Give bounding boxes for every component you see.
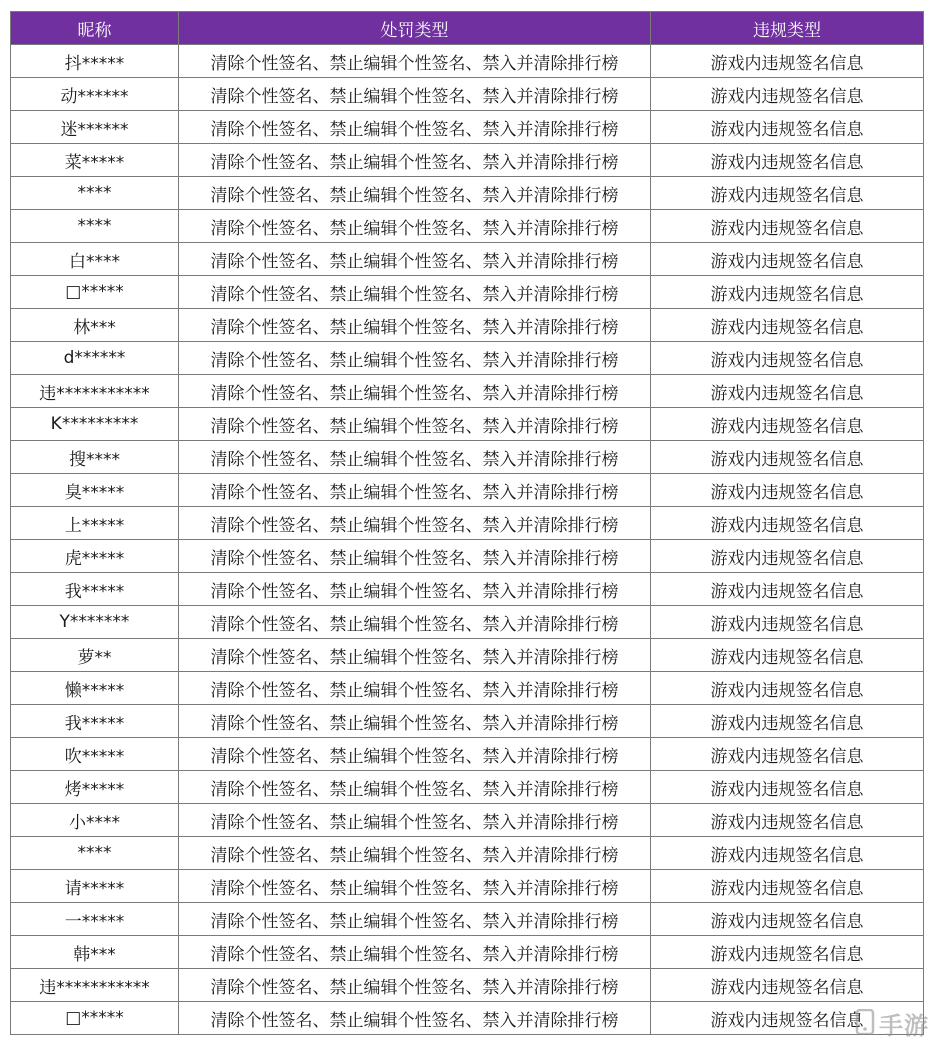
penalty-type-cell: 清除个性签名、禁止编辑个性签名、禁入并清除排行榜: [179, 441, 651, 474]
nickname-cell: 林***: [11, 309, 179, 342]
violation-type-cell: 游戏内违规签名信息: [651, 540, 924, 573]
table-row: [11, 1002, 924, 1035]
table-row: [11, 738, 924, 771]
violation-type-cell: 游戏内违规签名信息: [651, 639, 924, 672]
table-row: [11, 342, 924, 375]
table-row: [11, 243, 924, 276]
table-row: [11, 804, 924, 837]
penalty-type-cell: 清除个性签名、禁止编辑个性签名、禁入并清除排行榜: [179, 276, 651, 309]
penalty-type-cell: 清除个性签名、禁止编辑个性签名、禁入并清除排行榜: [179, 936, 651, 969]
nickname-cell: 烤*****: [11, 771, 179, 804]
table-row: [11, 540, 924, 573]
nickname-cell: 请*****: [11, 870, 179, 903]
nickname-cell: 白****: [11, 243, 179, 276]
violation-type-cell: 游戏内违规签名信息: [651, 705, 924, 738]
penalty-type-cell: 清除个性签名、禁止编辑个性签名、禁入并清除排行榜: [179, 804, 651, 837]
violation-type-cell: 游戏内违规签名信息: [651, 441, 924, 474]
table-row: [11, 375, 924, 408]
violation-type-cell: 游戏内违规签名信息: [651, 408, 924, 441]
header-violation-type: 违规类型: [651, 12, 924, 45]
violation-type-cell: 游戏内违规签名信息: [651, 1002, 924, 1035]
table-row: [11, 672, 924, 705]
table-row: [11, 177, 924, 210]
nickname-cell: □*****: [11, 1002, 179, 1035]
penalty-type-cell: 清除个性签名、禁止编辑个性签名、禁入并清除排行榜: [179, 408, 651, 441]
nickname-cell: 懒*****: [11, 672, 179, 705]
penalty-type-cell: 清除个性签名、禁止编辑个性签名、禁入并清除排行榜: [179, 309, 651, 342]
nickname-cell: ****: [11, 177, 179, 210]
penalty-type-cell: 清除个性签名、禁止编辑个性签名、禁入并清除排行榜: [179, 1002, 651, 1035]
nickname-cell: d******: [11, 342, 179, 375]
phone-icon: [854, 1009, 876, 1039]
header-nickname: 昵称: [11, 12, 179, 45]
nickname-cell: 违***********: [11, 969, 179, 1002]
table-header: [11, 12, 924, 45]
nickname-cell: 上*****: [11, 507, 179, 540]
violation-type-cell: 游戏内违规签名信息: [651, 342, 924, 375]
table-row: [11, 771, 924, 804]
table-row: [11, 276, 924, 309]
table-row: [11, 936, 924, 969]
nickname-cell: Y*******: [11, 606, 179, 639]
violation-type-cell: 游戏内违规签名信息: [651, 507, 924, 540]
violation-type-cell: 游戏内违规签名信息: [651, 969, 924, 1002]
table-row: [11, 870, 924, 903]
table-row: [11, 573, 924, 606]
table-row: [11, 705, 924, 738]
violation-type-cell: 游戏内违规签名信息: [651, 177, 924, 210]
violation-type-cell: 游戏内违规签名信息: [651, 573, 924, 606]
nickname-cell: 我*****: [11, 573, 179, 606]
nickname-cell: 违***********: [11, 375, 179, 408]
table-row: [11, 45, 924, 78]
penalty-type-cell: 清除个性签名、禁止编辑个性签名、禁入并清除排行榜: [179, 903, 651, 936]
site-watermark: [854, 1006, 929, 1041]
header-penalty-type: 处罚类型: [179, 12, 651, 45]
nickname-cell: ****: [11, 837, 179, 870]
nickname-cell: 虎*****: [11, 540, 179, 573]
penalty-type-cell: 清除个性签名、禁止编辑个性签名、禁入并清除排行榜: [179, 738, 651, 771]
violation-type-cell: 游戏内违规签名信息: [651, 78, 924, 111]
nickname-cell: 我*****: [11, 705, 179, 738]
table-row: [11, 210, 924, 243]
penalty-type-cell: 清除个性签名、禁止编辑个性签名、禁入并清除排行榜: [179, 78, 651, 111]
penalty-type-cell: 清除个性签名、禁止编辑个性签名、禁入并清除排行榜: [179, 507, 651, 540]
violation-type-cell: 游戏内违规签名信息: [651, 672, 924, 705]
penalty-type-cell: 清除个性签名、禁止编辑个性签名、禁入并清除排行榜: [179, 342, 651, 375]
nickname-cell: 抖*****: [11, 45, 179, 78]
penalty-type-cell: 清除个性签名、禁止编辑个性签名、禁入并清除排行榜: [179, 177, 651, 210]
nickname-cell: 小****: [11, 804, 179, 837]
nickname-cell: 臭*****: [11, 474, 179, 507]
violation-type-cell: 游戏内违规签名信息: [651, 837, 924, 870]
nickname-cell: 动******: [11, 78, 179, 111]
penalty-type-cell: 清除个性签名、禁止编辑个性签名、禁入并清除排行榜: [179, 705, 651, 738]
violation-type-cell: 游戏内违规签名信息: [651, 243, 924, 276]
nickname-cell: 菜*****: [11, 144, 179, 177]
violation-type-cell: 游戏内违规签名信息: [651, 936, 924, 969]
violation-type-cell: 游戏内违规签名信息: [651, 870, 924, 903]
penalty-type-cell: 清除个性签名、禁止编辑个性签名、禁入并清除排行榜: [179, 210, 651, 243]
nickname-cell: □*****: [11, 276, 179, 309]
violation-type-cell: 游戏内违规签名信息: [651, 804, 924, 837]
violation-type-cell: 游戏内违规签名信息: [651, 771, 924, 804]
violation-type-cell: 游戏内违规签名信息: [651, 210, 924, 243]
penalty-type-cell: 清除个性签名、禁止编辑个性签名、禁入并清除排行榜: [179, 837, 651, 870]
table-row: [11, 639, 924, 672]
violation-type-cell: 游戏内违规签名信息: [651, 474, 924, 507]
violation-type-cell: 游戏内违规签名信息: [651, 144, 924, 177]
penalty-table-container: [10, 11, 923, 1035]
penalty-type-cell: 清除个性签名、禁止编辑个性签名、禁入并清除排行榜: [179, 573, 651, 606]
penalty-type-cell: 清除个性签名、禁止编辑个性签名、禁入并清除排行榜: [179, 540, 651, 573]
table-row: [11, 441, 924, 474]
table-row: [11, 78, 924, 111]
nickname-cell: 一*****: [11, 903, 179, 936]
penalty-table: [10, 11, 924, 1035]
penalty-type-cell: 清除个性签名、禁止编辑个性签名、禁入并清除排行榜: [179, 672, 651, 705]
watermark-text: 手游: [879, 1012, 929, 1040]
table-row: [11, 837, 924, 870]
table-row: [11, 474, 924, 507]
penalty-type-cell: 清除个性签名、禁止编辑个性签名、禁入并清除排行榜: [179, 870, 651, 903]
penalty-type-cell: 清除个性签名、禁止编辑个性签名、禁入并清除排行榜: [179, 243, 651, 276]
violation-type-cell: 游戏内违规签名信息: [651, 45, 924, 78]
violation-type-cell: 游戏内违规签名信息: [651, 111, 924, 144]
table-row: [11, 309, 924, 342]
penalty-type-cell: 清除个性签名、禁止编辑个性签名、禁入并清除排行榜: [179, 771, 651, 804]
penalty-type-cell: 清除个性签名、禁止编辑个性签名、禁入并清除排行榜: [179, 969, 651, 1002]
violation-type-cell: 游戏内违规签名信息: [651, 738, 924, 771]
penalty-type-cell: 清除个性签名、禁止编辑个性签名、禁入并清除排行榜: [179, 111, 651, 144]
penalty-type-cell: 清除个性签名、禁止编辑个性签名、禁入并清除排行榜: [179, 639, 651, 672]
table-row: [11, 903, 924, 936]
table-row: [11, 408, 924, 441]
penalty-type-cell: 清除个性签名、禁止编辑个性签名、禁入并清除排行榜: [179, 375, 651, 408]
penalty-type-cell: 清除个性签名、禁止编辑个性签名、禁入并清除排行榜: [179, 45, 651, 78]
violation-type-cell: 游戏内违规签名信息: [651, 903, 924, 936]
violation-type-cell: 游戏内违规签名信息: [651, 276, 924, 309]
nickname-cell: 搜****: [11, 441, 179, 474]
violation-type-cell: 游戏内违规签名信息: [651, 606, 924, 639]
nickname-cell: ****: [11, 210, 179, 243]
nickname-cell: 韩***: [11, 936, 179, 969]
table-body: [11, 45, 924, 1035]
nickname-cell: 迷******: [11, 111, 179, 144]
table-row: [11, 111, 924, 144]
penalty-type-cell: 清除个性签名、禁止编辑个性签名、禁入并清除排行榜: [179, 606, 651, 639]
nickname-cell: K*********: [11, 408, 179, 441]
penalty-type-cell: 清除个性签名、禁止编辑个性签名、禁入并清除排行榜: [179, 144, 651, 177]
table-row: [11, 507, 924, 540]
nickname-cell: 萝**: [11, 639, 179, 672]
nickname-cell: 吹*****: [11, 738, 179, 771]
penalty-type-cell: 清除个性签名、禁止编辑个性签名、禁入并清除排行榜: [179, 474, 651, 507]
violation-type-cell: 游戏内违规签名信息: [651, 375, 924, 408]
table-row: [11, 969, 924, 1002]
table-row: [11, 606, 924, 639]
header-row: [11, 12, 924, 45]
table-row: [11, 144, 924, 177]
violation-type-cell: 游戏内违规签名信息: [651, 309, 924, 342]
